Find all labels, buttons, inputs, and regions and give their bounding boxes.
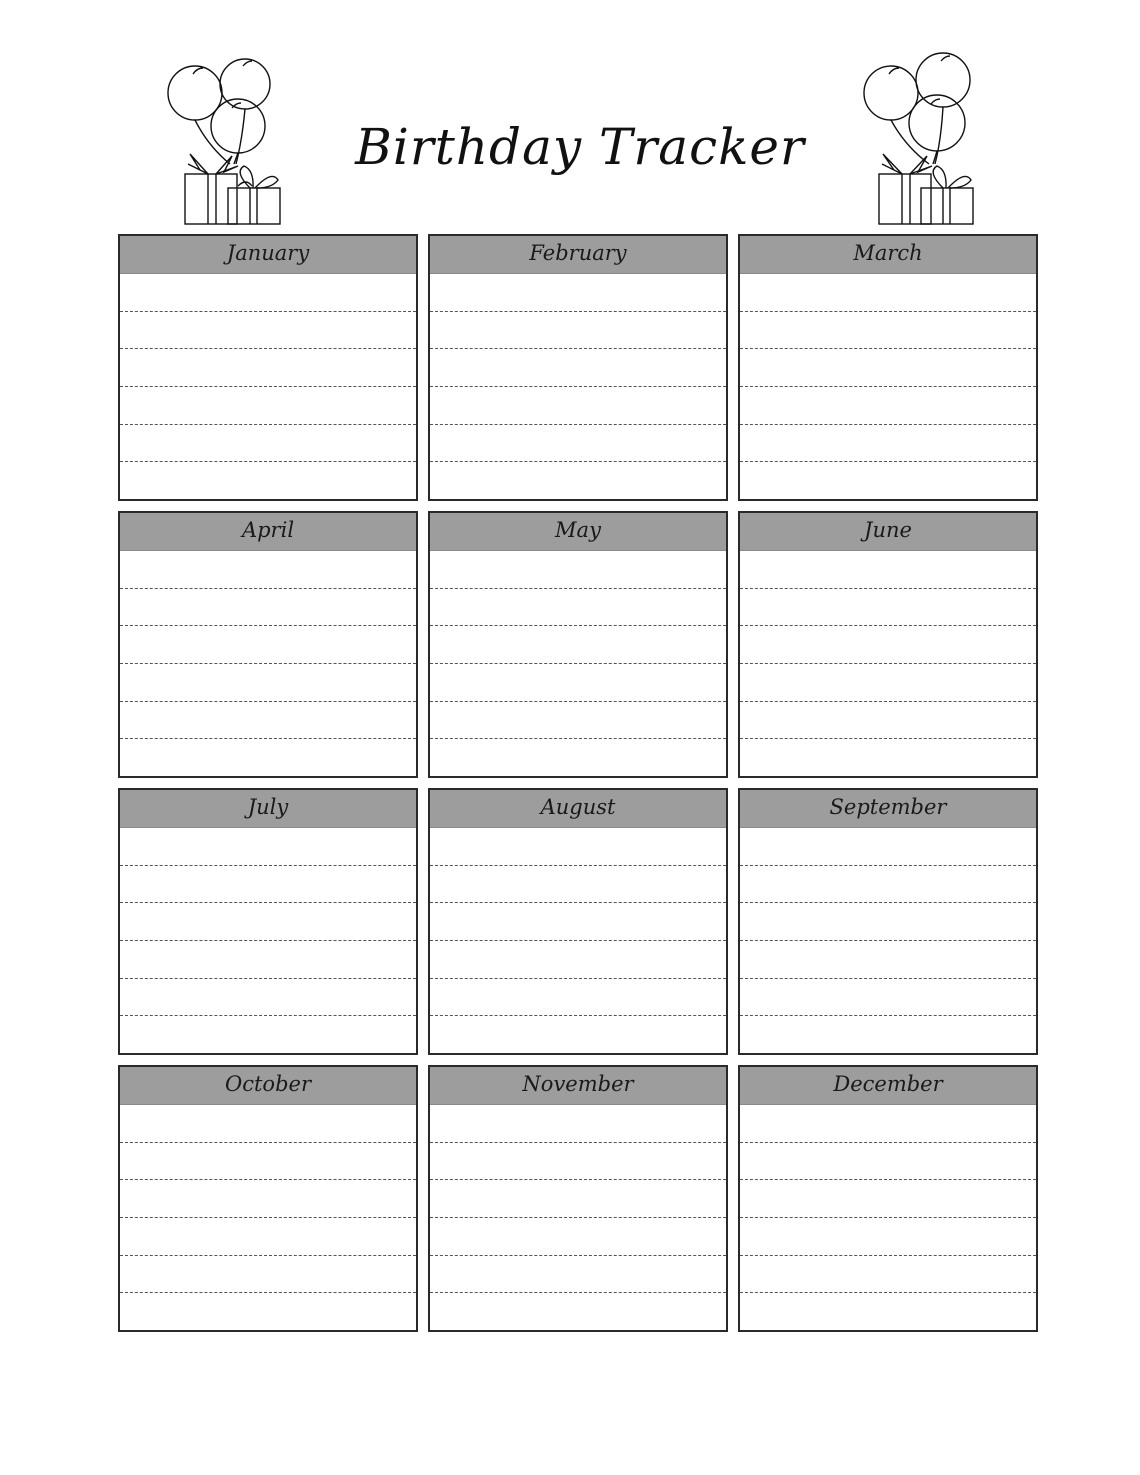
entry-line[interactable] — [120, 903, 416, 941]
entry-line[interactable] — [430, 1143, 726, 1181]
entry-line[interactable] — [430, 1180, 726, 1218]
entry-line[interactable] — [740, 387, 1036, 425]
entry-line[interactable] — [740, 941, 1036, 979]
month-header: March — [740, 236, 1036, 274]
entry-line[interactable] — [430, 941, 726, 979]
entry-line[interactable] — [120, 979, 416, 1017]
entry-line[interactable] — [740, 1293, 1036, 1330]
month-header: February — [430, 236, 726, 274]
entry-line[interactable] — [740, 702, 1036, 740]
entry-line[interactable] — [120, 739, 416, 776]
entry-line[interactable] — [120, 551, 416, 589]
entry-line[interactable] — [740, 274, 1036, 312]
entry-line[interactable] — [120, 1105, 416, 1143]
month-december — [738, 1065, 1038, 1332]
balloons-and-gifts-icon — [160, 46, 290, 228]
entry-line[interactable] — [430, 589, 726, 627]
month-grid — [118, 234, 1038, 1332]
entry-line[interactable] — [740, 1016, 1036, 1053]
entry-line[interactable] — [740, 626, 1036, 664]
entry-line[interactable] — [430, 387, 726, 425]
entry-line[interactable] — [430, 979, 726, 1017]
entry-line[interactable] — [430, 1016, 726, 1053]
month-header: August — [430, 790, 726, 828]
month-header: January — [120, 236, 416, 274]
entry-line[interactable] — [740, 551, 1036, 589]
month-header: December — [740, 1067, 1036, 1105]
month-header: May — [430, 513, 726, 551]
entry-line[interactable] — [430, 664, 726, 702]
entry-line[interactable] — [430, 274, 726, 312]
entry-line[interactable] — [430, 866, 726, 904]
entry-line[interactable] — [740, 866, 1036, 904]
month-header: June — [740, 513, 1036, 551]
entry-line[interactable] — [120, 387, 416, 425]
entry-line[interactable] — [430, 1218, 726, 1256]
entry-line[interactable] — [430, 1256, 726, 1294]
entry-line[interactable] — [430, 462, 726, 499]
entry-lines — [120, 274, 416, 499]
entry-line[interactable] — [430, 1293, 726, 1330]
entry-line[interactable] — [430, 903, 726, 941]
month-header: April — [120, 513, 416, 551]
entry-line[interactable] — [120, 1218, 416, 1256]
entry-lines — [120, 551, 416, 776]
entry-line[interactable] — [120, 626, 416, 664]
month-header: November — [430, 1067, 726, 1105]
entry-line[interactable] — [120, 702, 416, 740]
entry-line[interactable] — [740, 739, 1036, 776]
entry-line[interactable] — [740, 1256, 1036, 1294]
entry-line[interactable] — [740, 462, 1036, 499]
month-june — [738, 511, 1038, 778]
entry-line[interactable] — [120, 349, 416, 387]
entry-line[interactable] — [430, 626, 726, 664]
entry-lines — [740, 551, 1036, 776]
entry-line[interactable] — [740, 664, 1036, 702]
month-march — [738, 234, 1038, 501]
entry-line[interactable] — [740, 425, 1036, 463]
entry-line[interactable] — [430, 312, 726, 350]
entry-line[interactable] — [120, 1016, 416, 1053]
entry-line[interactable] — [430, 425, 726, 463]
month-september — [738, 788, 1038, 1055]
month-february — [428, 234, 728, 501]
month-november — [428, 1065, 728, 1332]
entry-line[interactable] — [430, 828, 726, 866]
entry-line[interactable] — [740, 1218, 1036, 1256]
entry-line[interactable] — [430, 702, 726, 740]
month-header: September — [740, 790, 1036, 828]
entry-line[interactable] — [120, 664, 416, 702]
entry-line[interactable] — [740, 903, 1036, 941]
month-july — [118, 788, 418, 1055]
entry-line[interactable] — [120, 828, 416, 866]
entry-line[interactable] — [740, 1143, 1036, 1181]
entry-line[interactable] — [120, 312, 416, 350]
entry-line[interactable] — [120, 1256, 416, 1294]
entry-line[interactable] — [430, 739, 726, 776]
entry-lines — [120, 1105, 416, 1330]
entry-line[interactable] — [740, 312, 1036, 350]
entry-lines — [430, 1105, 726, 1330]
entry-line[interactable] — [120, 462, 416, 499]
entry-lines — [120, 828, 416, 1053]
month-header: July — [120, 790, 416, 828]
entry-lines — [430, 274, 726, 499]
entry-line[interactable] — [430, 349, 726, 387]
entry-line[interactable] — [120, 1180, 416, 1218]
month-header: October — [120, 1067, 416, 1105]
entry-lines — [740, 828, 1036, 1053]
entry-lines — [740, 1105, 1036, 1330]
month-august — [428, 788, 728, 1055]
month-october — [118, 1065, 418, 1332]
page-title: Birthday Tracker — [355, 118, 805, 176]
entry-line[interactable] — [120, 941, 416, 979]
entry-line[interactable] — [740, 589, 1036, 627]
entry-lines — [430, 551, 726, 776]
entry-line[interactable] — [740, 828, 1036, 866]
entry-line[interactable] — [120, 425, 416, 463]
entry-line[interactable] — [740, 349, 1036, 387]
month-may — [428, 511, 728, 778]
entry-line[interactable] — [120, 866, 416, 904]
entry-line[interactable] — [120, 1293, 416, 1330]
month-april — [118, 511, 418, 778]
entry-line[interactable] — [120, 589, 416, 627]
balloons-and-gifts-icon — [855, 46, 985, 228]
entry-line[interactable] — [740, 1105, 1036, 1143]
entry-line[interactable] — [740, 979, 1036, 1017]
entry-line[interactable] — [430, 551, 726, 589]
entry-line[interactable] — [740, 1180, 1036, 1218]
entry-line[interactable] — [120, 1143, 416, 1181]
month-january — [118, 234, 418, 501]
entry-line[interactable] — [430, 1105, 726, 1143]
entry-line[interactable] — [120, 274, 416, 312]
entry-lines — [430, 828, 726, 1053]
entry-lines — [740, 274, 1036, 499]
